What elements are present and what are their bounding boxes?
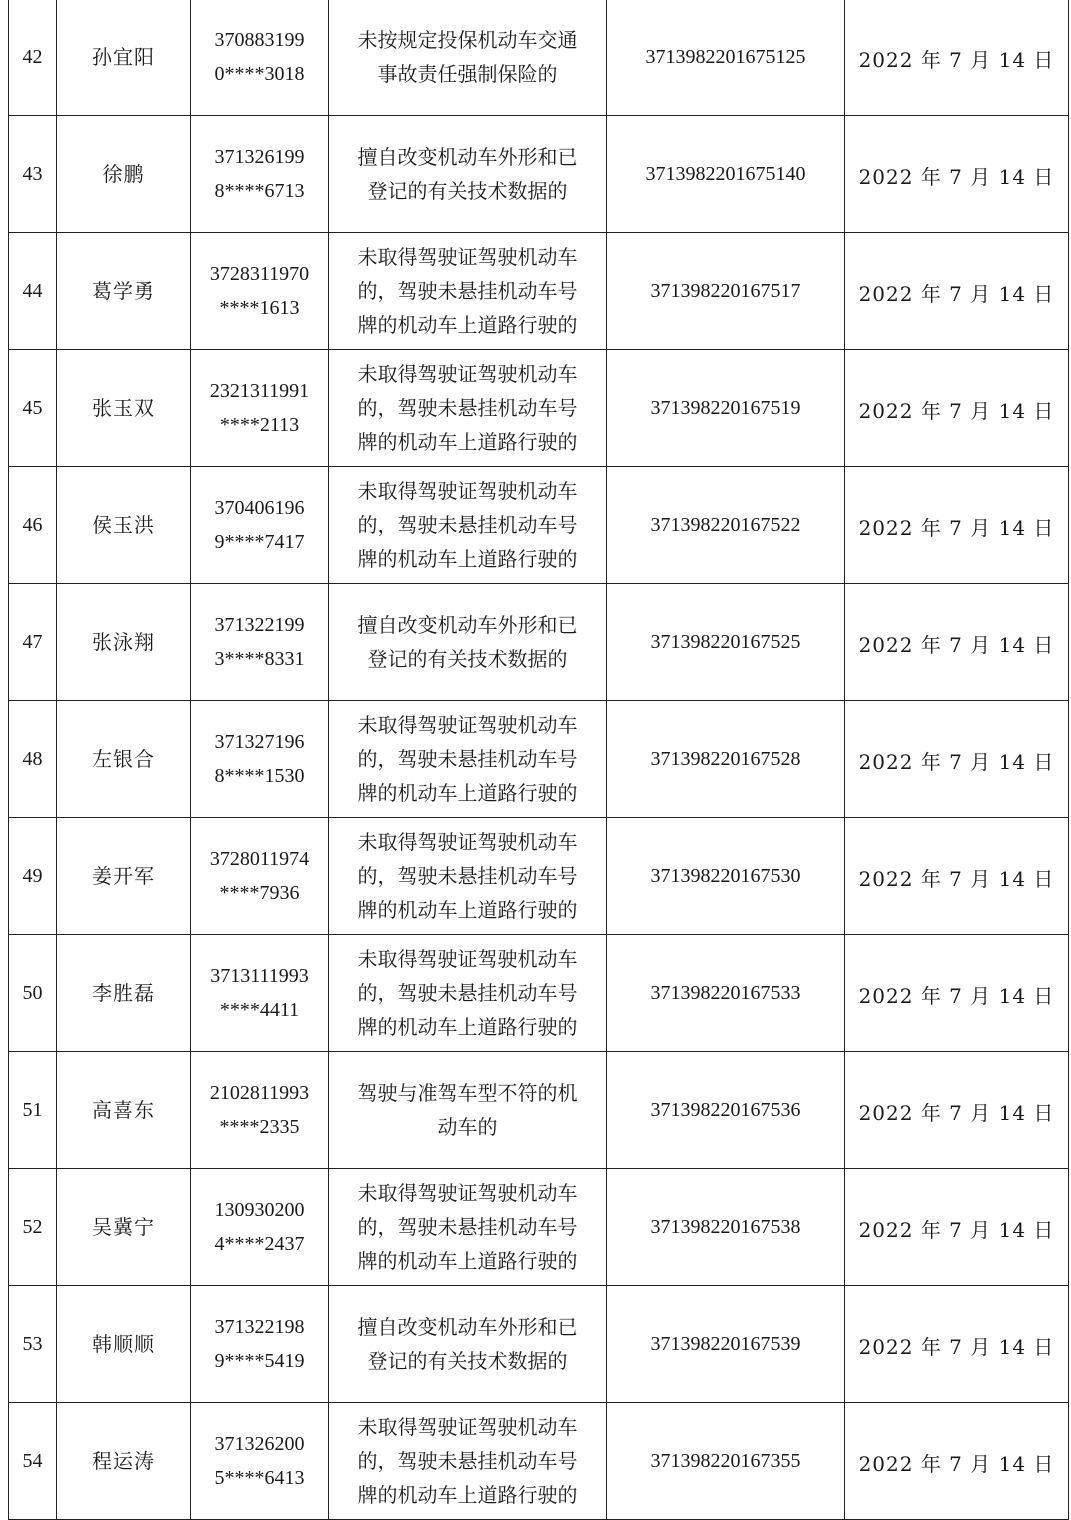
- violation-description: [329, 0, 607, 116]
- violation-line: 未取得驾驶证驾驶机动车: [357, 947, 578, 971]
- id-number-line: 9****7417: [214, 531, 305, 553]
- table-row: [9, 935, 1069, 1052]
- violation-description: [329, 350, 607, 467]
- person-name: 李胜磊: [57, 935, 191, 1052]
- violation-line: 登记的有关技术数据的: [367, 179, 568, 203]
- decision-date: 2022 年 7 月 14 日: [845, 233, 1069, 350]
- person-name: 程运涛: [57, 1403, 191, 1520]
- id-number: [191, 818, 329, 935]
- violation-description: [329, 584, 607, 701]
- row-number: 47: [9, 584, 57, 701]
- id-number-line: 371327196: [214, 731, 305, 753]
- table-row: [9, 1403, 1069, 1520]
- id-number-line: 371322198: [214, 1316, 305, 1338]
- table-row: [9, 1169, 1069, 1286]
- id-number: [191, 116, 329, 233]
- table-row: [9, 467, 1069, 584]
- id-number: [191, 350, 329, 467]
- violation-line: 的，驾驶未悬挂机动车号: [357, 1215, 578, 1239]
- violation-line: 的，驾驶未悬挂机动车号: [357, 396, 578, 420]
- violation-line: 牌的机动车上道路行驶的: [357, 898, 578, 922]
- violation-line: 驾驶与准驾车型不符的机: [357, 1081, 578, 1105]
- violation-line: 牌的机动车上道路行驶的: [357, 547, 578, 571]
- decision-date: 2022 年 7 月 14 日: [845, 467, 1069, 584]
- violation-line: 的，驾驶未悬挂机动车号: [357, 864, 578, 888]
- decision-document-number: 3713982201675125: [607, 0, 845, 116]
- row-number: 43: [9, 116, 57, 233]
- violation-line: 事故责任强制保险的: [377, 62, 558, 86]
- records-body: [9, 0, 1069, 1520]
- violation-line: 擅自改变机动车外形和已: [357, 145, 578, 169]
- violation-description: [329, 701, 607, 818]
- person-name: 姜开军: [57, 818, 191, 935]
- decision-date: 2022 年 7 月 14 日: [845, 701, 1069, 818]
- id-number-line: 3728011974: [209, 848, 310, 870]
- decision-date: 2022 年 7 月 14 日: [845, 350, 1069, 467]
- row-number: 48: [9, 701, 57, 818]
- decision-date: 2022 年 7 月 14 日: [845, 935, 1069, 1052]
- person-name: 韩顺顺: [57, 1286, 191, 1403]
- person-name: 高喜东: [57, 1052, 191, 1169]
- id-number-line: ****1613: [219, 297, 300, 319]
- id-number-line: 9****5419: [214, 1350, 305, 1372]
- violation-line: 未取得驾驶证驾驶机动车: [357, 245, 578, 269]
- id-number-line: 8****6713: [214, 180, 305, 202]
- row-number: 49: [9, 818, 57, 935]
- id-number: [191, 467, 329, 584]
- row-number: 54: [9, 1403, 57, 1520]
- violation-line: 牌的机动车上道路行驶的: [357, 781, 578, 805]
- id-number-line: 4****2437: [214, 1233, 305, 1255]
- violation-line: 擅自改变机动车外形和已: [357, 1315, 578, 1339]
- table-row: [9, 584, 1069, 701]
- decision-date: 2022 年 7 月 14 日: [845, 116, 1069, 233]
- id-number: [191, 1403, 329, 1520]
- id-number-line: 5****6413: [214, 1467, 305, 1489]
- violation-line: 牌的机动车上道路行驶的: [357, 1015, 578, 1039]
- decision-document-number: 371398220167519: [607, 350, 845, 467]
- id-number-line: 0****3018: [214, 63, 305, 85]
- violation-description: [329, 1169, 607, 1286]
- person-name: 吴冀宁: [57, 1169, 191, 1286]
- id-number-line: ****2113: [219, 414, 300, 436]
- id-number-line: 130930200: [214, 1199, 305, 1221]
- id-number: [191, 935, 329, 1052]
- decision-date: 2022 年 7 月 14 日: [845, 1169, 1069, 1286]
- violation-line: 登记的有关技术数据的: [367, 1349, 568, 1373]
- violation-line: 牌的机动车上道路行驶的: [357, 430, 578, 454]
- table-row: [9, 350, 1069, 467]
- table-row: [9, 233, 1069, 350]
- decision-date: 2022 年 7 月 14 日: [845, 1052, 1069, 1169]
- violation-line: 的，驾驶未悬挂机动车号: [357, 513, 578, 537]
- violation-line: 擅自改变机动车外形和已: [357, 613, 578, 637]
- violation-line: 未取得驾驶证驾驶机动车: [357, 713, 578, 737]
- id-number-line: 371326200: [214, 1433, 305, 1455]
- id-number-line: 371322199: [214, 614, 305, 636]
- table-row: [9, 1052, 1069, 1169]
- decision-document-number: 371398220167528: [607, 701, 845, 818]
- person-name: 侯玉洪: [57, 467, 191, 584]
- violation-description: [329, 1403, 607, 1520]
- table-row: [9, 1286, 1069, 1403]
- violation-line: 牌的机动车上道路行驶的: [357, 1249, 578, 1273]
- person-name: 徐鹏: [57, 116, 191, 233]
- id-number: [191, 233, 329, 350]
- id-number-line: 2102811993: [209, 1082, 310, 1104]
- id-number: [191, 584, 329, 701]
- table-row: [9, 0, 1069, 116]
- id-number-line: 371326199: [214, 146, 305, 168]
- table-row: [9, 116, 1069, 233]
- decision-date: 2022 年 7 月 14 日: [845, 818, 1069, 935]
- table-row: [9, 818, 1069, 935]
- decision-document-number: 371398220167533: [607, 935, 845, 1052]
- row-number: 51: [9, 1052, 57, 1169]
- violation-line: 的，驾驶未悬挂机动车号: [357, 747, 578, 771]
- violation-line: 未取得驾驶证驾驶机动车: [357, 362, 578, 386]
- violation-description: [329, 116, 607, 233]
- penalty-records-table: [8, 0, 1069, 1520]
- violation-line: 未取得驾驶证驾驶机动车: [357, 1181, 578, 1205]
- id-number: [191, 1169, 329, 1286]
- decision-document-number: 371398220167530: [607, 818, 845, 935]
- id-number-line: 3****8331: [214, 648, 305, 670]
- decision-date: 2022 年 7 月 14 日: [845, 0, 1069, 116]
- id-number-line: ****7936: [219, 882, 300, 904]
- violation-line: 的，驾驶未悬挂机动车号: [357, 981, 578, 1005]
- violation-line: 登记的有关技术数据的: [367, 647, 568, 671]
- decision-document-number: 371398220167539: [607, 1286, 845, 1403]
- row-number: 52: [9, 1169, 57, 1286]
- row-number: 42: [9, 0, 57, 116]
- violation-line: 未取得驾驶证驾驶机动车: [357, 1415, 578, 1439]
- decision-document-number: 371398220167538: [607, 1169, 845, 1286]
- row-number: 53: [9, 1286, 57, 1403]
- violation-description: [329, 935, 607, 1052]
- row-number: 50: [9, 935, 57, 1052]
- violation-line: 动车的: [437, 1115, 498, 1139]
- decision-date: 2022 年 7 月 14 日: [845, 1403, 1069, 1520]
- violation-description: [329, 467, 607, 584]
- person-name: 孙宜阳: [57, 0, 191, 116]
- table-row: [9, 701, 1069, 818]
- id-number-line: ****2335: [219, 1116, 300, 1138]
- violation-line: 未取得驾驶证驾驶机动车: [357, 479, 578, 503]
- decision-document-number: 371398220167536: [607, 1052, 845, 1169]
- decision-document-number: 371398220167355: [607, 1403, 845, 1520]
- violation-line: 未取得驾驶证驾驶机动车: [357, 830, 578, 854]
- violation-description: [329, 1052, 607, 1169]
- decision-document-number: 371398220167517: [607, 233, 845, 350]
- violation-description: [329, 1286, 607, 1403]
- violation-line: 牌的机动车上道路行驶的: [357, 313, 578, 337]
- decision-document-number: 3713982201675140: [607, 116, 845, 233]
- violation-line: 未按规定投保机动车交通: [357, 28, 578, 52]
- violation-description: [329, 233, 607, 350]
- id-number-line: 3713111993: [210, 965, 309, 987]
- id-number: [191, 701, 329, 818]
- id-number-line: 370406196: [214, 497, 305, 519]
- id-number-line: 370883199: [214, 29, 305, 51]
- decision-document-number: 371398220167525: [607, 584, 845, 701]
- person-name: 张玉双: [57, 350, 191, 467]
- person-name: 张泳翔: [57, 584, 191, 701]
- violation-line: 的，驾驶未悬挂机动车号: [357, 1449, 578, 1473]
- decision-document-number: 371398220167522: [607, 467, 845, 584]
- row-number: 46: [9, 467, 57, 584]
- row-number: 44: [9, 233, 57, 350]
- id-number-line: 3728311970: [209, 263, 310, 285]
- id-number: [191, 1286, 329, 1403]
- decision-date: 2022 年 7 月 14 日: [845, 1286, 1069, 1403]
- id-number-line: ****4411: [219, 999, 300, 1021]
- violation-line: 的，驾驶未悬挂机动车号: [357, 279, 578, 303]
- decision-date: 2022 年 7 月 14 日: [845, 584, 1069, 701]
- person-name: 葛学勇: [57, 233, 191, 350]
- id-number-line: 2321311991: [209, 380, 310, 402]
- id-number: [191, 0, 329, 116]
- violation-description: [329, 818, 607, 935]
- person-name: 左银合: [57, 701, 191, 818]
- id-number: [191, 1052, 329, 1169]
- violation-line: 牌的机动车上道路行驶的: [357, 1483, 578, 1507]
- row-number: 45: [9, 350, 57, 467]
- id-number-line: 8****1530: [214, 765, 305, 787]
